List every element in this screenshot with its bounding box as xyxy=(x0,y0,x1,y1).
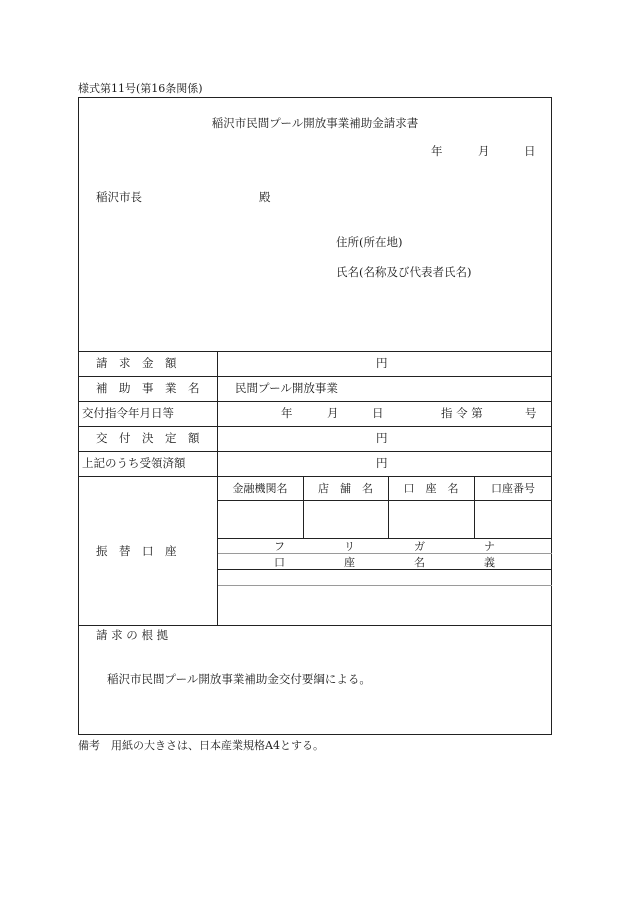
form-number: 様式第11号(第16条関係) xyxy=(78,82,203,95)
holder-char: 座 xyxy=(344,556,355,569)
applicant-name-label: 氏名(名称及び代表者氏名) xyxy=(336,265,472,279)
basis-label: 請 求 の 根 拠 xyxy=(96,628,169,642)
request-amount-label: 請 求 金 額 xyxy=(96,356,177,370)
received-amount-label: 上記のうち受領済額 xyxy=(82,456,186,470)
bank-header-branch: 店 舗 名 xyxy=(318,482,373,495)
row-divider xyxy=(78,476,552,477)
furigana-char: ガ xyxy=(414,540,425,553)
project-name-value: 民間プール開放事業 xyxy=(235,381,338,395)
holder-char: 義 xyxy=(484,556,495,569)
row-divider xyxy=(78,351,552,352)
date-month: 月 xyxy=(478,144,490,158)
basis-text: 稲沢市民間プール開放事業補助金交付要綱による。 xyxy=(107,672,371,686)
date-year: 年 xyxy=(431,144,443,158)
date-day: 日 xyxy=(524,144,536,158)
furigana-divider xyxy=(217,553,552,554)
bank-header-account-type: 口 座 名 xyxy=(403,482,459,495)
row-divider xyxy=(78,426,552,427)
holder-furigana-divider xyxy=(217,585,552,586)
addressee-honorific: 殿 xyxy=(259,190,271,204)
project-name-label: 補 助 事 業 名 xyxy=(96,381,200,395)
applicant-address-label: 住所(所在地) xyxy=(336,235,403,249)
row-divider xyxy=(78,451,552,452)
row-divider xyxy=(78,376,552,377)
row-divider xyxy=(78,625,552,626)
directive-number-label: 指 令 第 xyxy=(441,406,483,420)
bank-header-account-number: 口座番号 xyxy=(491,482,535,495)
received-amount-unit: 円 xyxy=(376,456,388,470)
holder-char: 名 xyxy=(414,556,425,569)
directive-date-label: 交付指令年月日等 xyxy=(82,406,174,420)
directive-number-unit: 号 xyxy=(525,406,537,420)
bank-header-institution: 金融機関名 xyxy=(232,482,288,495)
footnote: 備考 用紙の大きさは、日本産業規格A4とする。 xyxy=(78,739,324,752)
furigana-char: リ xyxy=(344,540,355,553)
row-divider xyxy=(78,401,552,402)
furigana-char: ナ xyxy=(484,540,495,553)
furigana-char: フ xyxy=(274,540,285,553)
bank-account-label: 振 替 口 座 xyxy=(96,544,177,558)
directive-day: 日 xyxy=(372,406,384,420)
directive-month: 月 xyxy=(327,406,339,420)
addressee-name: 稲沢市長 xyxy=(96,190,142,204)
request-amount-unit: 円 xyxy=(376,356,388,370)
decided-amount-unit: 円 xyxy=(376,431,388,445)
directive-year: 年 xyxy=(281,406,293,420)
holder-char: 口 xyxy=(274,556,285,569)
decided-amount-label: 交 付 決 定 額 xyxy=(96,431,200,445)
holder-divider xyxy=(217,569,552,570)
bank-box-divider xyxy=(217,538,552,539)
form-title: 稲沢市民間プール開放事業補助金請求書 xyxy=(211,116,419,130)
bank-header-divider xyxy=(217,500,552,501)
